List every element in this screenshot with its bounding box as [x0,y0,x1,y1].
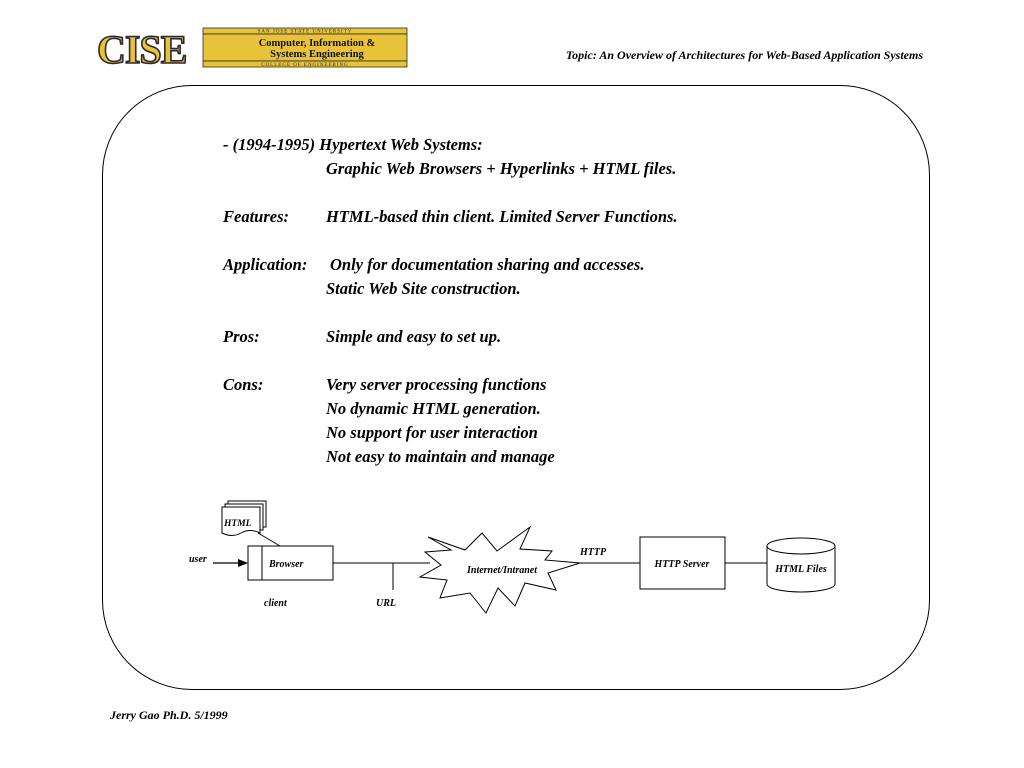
features-label: Features: [223,207,289,226]
browser-label: Browser [269,559,304,570]
topic-header: Topic: An Overview of Architectures for Web-Based Application Systems [565,48,923,62]
internet-label: Internet/Intranet [466,565,538,576]
application-label: Application: [223,255,308,274]
logo-letters: CISE [97,27,187,70]
title-line1: - (1994-1995) Hypertext Web Systems: [223,135,483,154]
pros-text: Simple and easy to set up. [326,327,502,346]
logo-dept-line1: Computer, Information & [258,38,376,49]
html-to-browser-line [258,533,280,546]
logo-dept-line2: Systems Engineering [270,49,364,60]
cons-item: No dynamic HTML generation. [326,399,541,418]
cons-item: Not easy to maintain and manage [326,447,555,466]
html-doc-label: HTML [224,519,252,529]
html-files-label: HTML Files [775,564,827,575]
footer-author: Jerry Gao Ph.D. 5/1999 [110,708,228,722]
application-text2: Static Web Site construction. [326,279,521,298]
logo-university: SAN JOSE STATE UNIVERSITY [257,29,353,35]
cons-item: No support for user interaction [326,423,538,442]
logo-college: COLLEGE OF ENGINEERING [261,63,349,68]
title-line2: Graphic Web Browsers + Hyperlinks + HTML files. [326,159,677,178]
pros-label: Pros: [223,327,260,346]
http-label: HTTP [580,547,607,558]
url-label: URL [376,598,396,609]
cons-item: Very server processing functions [326,375,547,394]
cons-label: Cons: [223,375,264,394]
features-text: HTML-based thin client. Limited Server Functions. [326,207,678,226]
user-arrow-head [238,559,248,567]
client-label: client [264,598,287,609]
application-text1: Only for documentation sharing and accesses. [330,255,645,274]
http-server-label: HTTP Server [654,559,710,570]
user-label: user [189,554,207,565]
